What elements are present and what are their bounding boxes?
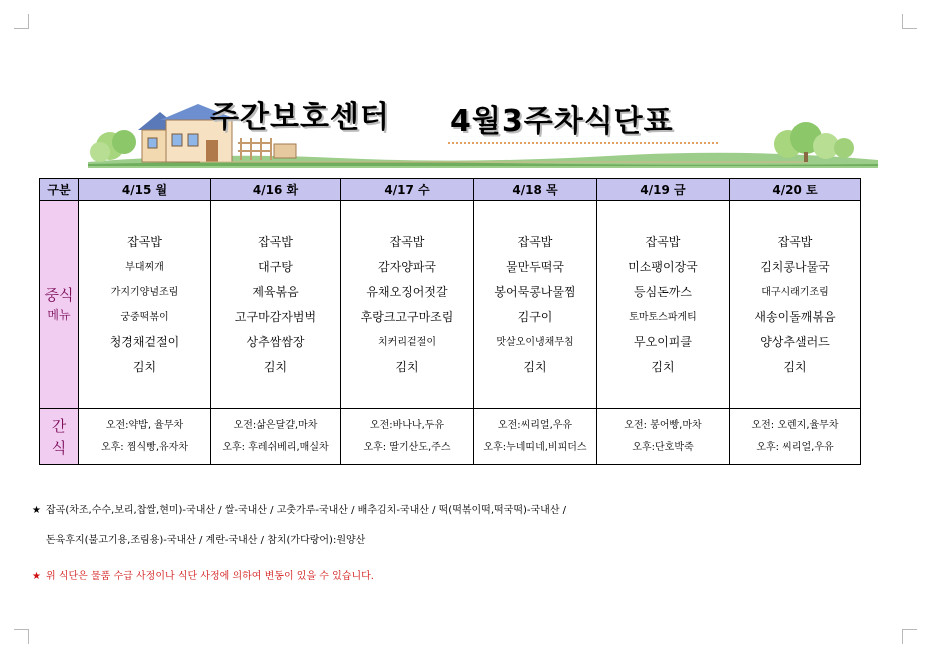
snack-label: 간 xyxy=(51,416,67,435)
menu-item: 청경채겉절이 xyxy=(109,334,180,349)
menu-item: 잡곡밥 xyxy=(389,234,425,249)
snack-pm: 오후: 찜식빵,유자차 xyxy=(100,441,188,453)
snack-am: 오전:삶은달걀,마차 xyxy=(233,419,318,431)
lunch-cell xyxy=(341,201,474,409)
menu-item: 부대찌개 xyxy=(125,261,164,273)
snack-am: 오전: 오렌지,율무차 xyxy=(751,419,839,431)
snack-row xyxy=(40,409,861,465)
origin-note-text: 잡곡(차조,수수,보리,찹쌀,현미)-국내산 / 쌀-국내산 / 고춧가루-국내산 / 배추김치-국내산 / 떡(떡볶이떡,떡국떡)-국내산 / xyxy=(46,505,567,516)
page-title-week-menu: 4월3주차식단표 xyxy=(450,104,674,139)
day-header: 4/20 토 xyxy=(730,179,861,201)
title-underline xyxy=(448,142,718,144)
snack-cell xyxy=(474,409,597,465)
snack-pm: 오후: 딸기산도,주스 xyxy=(363,441,451,453)
page-corner-mark xyxy=(902,14,917,29)
menu-item: 김치콩나물국 xyxy=(760,259,830,274)
snack-cell xyxy=(341,409,474,465)
lunch-label-cell xyxy=(40,201,79,409)
snack-cell xyxy=(211,409,341,465)
menu-item: 가지기양념조림 xyxy=(110,286,179,298)
day-header: 4/18 목 xyxy=(474,179,597,201)
star-icon: ★ xyxy=(32,571,41,582)
page-corner-mark xyxy=(14,629,29,644)
day-header: 4/16 화 xyxy=(211,179,341,201)
menu-item: 등심돈까스 xyxy=(634,284,692,299)
menu-item: 제육볶음 xyxy=(252,284,299,299)
menu-item: 김구이 xyxy=(517,309,553,324)
change-notice xyxy=(32,567,374,582)
menu-item: 잡곡밥 xyxy=(258,234,293,249)
menu-item: 김치 xyxy=(132,359,157,374)
day-header: 4/15 월 xyxy=(79,179,211,201)
menu-item: 김치 xyxy=(263,359,288,374)
snack-am: 오전: 봉어빵,마차 xyxy=(624,419,702,431)
weekly-menu-table xyxy=(39,178,861,465)
menu-item: 잡곡밥 xyxy=(645,234,681,249)
menu-item: 김치 xyxy=(783,359,807,374)
snack-am: 오전:약밥, 율무차 xyxy=(105,419,184,431)
menu-item: 잡곡밥 xyxy=(777,234,813,249)
menu-item: 대구탕 xyxy=(258,259,293,274)
page-corner-mark xyxy=(902,629,917,644)
day-header: 4/17 수 xyxy=(341,179,474,201)
snack-pm: 오후:단호박죽 xyxy=(632,441,694,453)
menu-item: 맛살오이냉채무침 xyxy=(496,336,574,348)
lunch-cell xyxy=(597,201,730,409)
origin-note-line1 xyxy=(32,501,566,516)
snack-am: 오전:바나나,두유 xyxy=(369,419,445,431)
menu-item: 봉어묵콩나물찜 xyxy=(494,284,576,299)
lunch-cell xyxy=(211,201,341,409)
menu-item: 잡곡밥 xyxy=(517,234,553,249)
menu-item: 궁중떡볶이 xyxy=(120,311,169,323)
lunch-label: 중식 xyxy=(44,285,74,304)
page-title-center-name: 주간보호센터 xyxy=(210,100,390,135)
menu-item: 김치 xyxy=(651,359,675,374)
day-header: 4/19 금 xyxy=(597,179,730,201)
lunch-row xyxy=(40,201,861,409)
snack-pm: 오후: 씨리얼,우유 xyxy=(756,441,834,453)
menu-item: 대구시래기조림 xyxy=(761,286,829,298)
snack-am: 오전:씨리얼,우유 xyxy=(497,419,573,431)
menu-item: 상추쌈쌈장 xyxy=(246,334,305,349)
menu-item: 후랑크고구마조림 xyxy=(360,309,454,324)
menu-item: 고구마감자범벅 xyxy=(234,309,317,324)
snack-label: 식 xyxy=(51,438,67,457)
lunch-cell xyxy=(474,201,597,409)
origin-note-line2 xyxy=(46,531,365,546)
origin-note-text: 돈육후지(불고기용,조림용)-국내산 / 계란-국내산 / 참치(가다랑어):원양산 xyxy=(46,535,366,546)
header-row xyxy=(40,179,861,201)
menu-item: 잡곡밥 xyxy=(127,234,162,249)
snack-label-cell xyxy=(40,409,79,465)
menu-item: 치커리겉절이 xyxy=(378,336,436,348)
menu-item: 김치 xyxy=(523,359,547,374)
menu-item: 미소팽이장국 xyxy=(628,259,698,274)
snack-cell xyxy=(730,409,861,465)
header-category-cell: 구분 xyxy=(40,179,79,201)
lunch-cell xyxy=(79,201,211,409)
change-notice-text: 위 식단은 물품 수급 사정이나 식단 사정에 의하여 변동이 있을 수 있습니다. xyxy=(46,571,374,582)
snack-pm: 오후: 후레쉬베리,매실차 xyxy=(222,441,329,453)
snack-pm: 오후:누네띠네,비피더스 xyxy=(483,441,587,453)
menu-item: 감자양파국 xyxy=(378,259,436,274)
lunch-cell xyxy=(730,201,861,409)
page-corner-mark xyxy=(14,14,29,29)
menu-item: 김치 xyxy=(395,359,419,374)
menu-label: 메뉴 xyxy=(47,307,71,322)
snack-cell xyxy=(597,409,730,465)
menu-item: 양상추샐러드 xyxy=(760,334,830,349)
star-icon: ★ xyxy=(32,505,41,516)
menu-item: 토마토스파게티 xyxy=(629,311,697,323)
menu-item: 유채오징어젓갈 xyxy=(366,284,448,299)
snack-cell xyxy=(79,409,211,465)
menu-item: 무오이피클 xyxy=(634,334,692,349)
menu-item: 물만두떡국 xyxy=(506,259,564,274)
menu-item: 새송이돌깨볶음 xyxy=(754,309,836,324)
